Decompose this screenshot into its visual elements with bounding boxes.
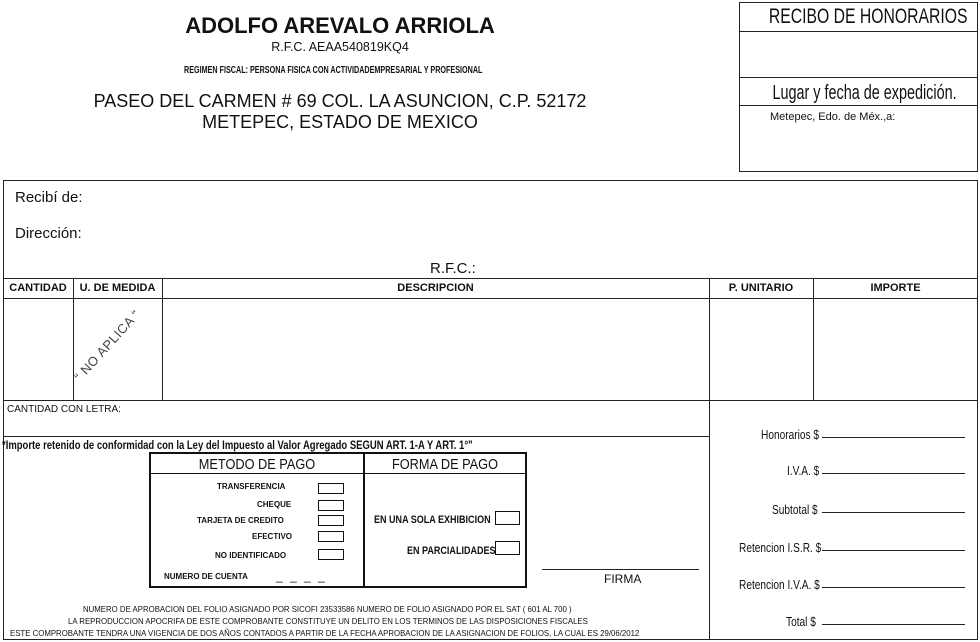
metodo-header: METODO DE PAGO (198, 456, 316, 473)
place-value: Metepec, Edo. de Méx.,a: (770, 111, 896, 123)
place-date-label: Lugar y fecha de expedición. (772, 82, 957, 104)
no-aplica-watermark: “ NO APLICA “ (71, 306, 143, 385)
footer-line-2: LA REPRODUCCION APOCRIFA DE ESTE COMPROBANTE CONSTITUYE UN DELITO EN LOS TERMINOS DE LAS DISPOSICIONES FISCALES (68, 616, 588, 626)
cantidad-letra-label: CANTIDAD CON LETRA: (7, 404, 121, 415)
firma-label: FIRMA (604, 572, 642, 586)
footer-line-1: NUMERO DE APROBACION DEL FOLIO ASIGNADO POR SICOFI 23533586 NUMERO DE FOLIO ASIGNADO POR EL SAT ( 601 AL 700 ) (83, 604, 572, 614)
checkbox-transferencia[interactable] (318, 483, 344, 494)
total-iva-line[interactable] (822, 473, 965, 474)
total-ret-isr-label: Retencion I.S.R. $ (739, 540, 822, 555)
option-tarjeta: TARJETA DE CREDITO (197, 516, 284, 525)
option-cheque: CHEQUE (257, 500, 292, 509)
firma-line (542, 569, 699, 570)
header-cantidad: CANTIDAD (9, 282, 67, 294)
option-no-identificado: NO IDENTIFICADO (215, 551, 287, 560)
option-sola-exhibicion: EN UNA SOLA EXHIBICION (374, 514, 491, 526)
total-ret-iva-line[interactable] (822, 587, 965, 588)
issuer-rfc: R.F.C. AEAA540819KQ4 (271, 40, 409, 54)
total-subtotal-line[interactable] (822, 512, 965, 513)
numero-cuenta-label: NUMERO DE CUENTA (164, 572, 248, 581)
retention-note: *Importe retenido de conformidad con la Ley del Impuesto al Valor Agregado SEGUN ART. 1-A Y ART. 1°" (2, 438, 473, 452)
address-line-1: PASEO DEL CARMEN # 69 COL. LA ASUNCION, C.P. 52172 (93, 91, 587, 111)
header-importe: IMPORTE (870, 282, 921, 294)
issuer-name: ADOLFO AREVALO ARRIOLA (185, 13, 495, 38)
total-iva-label: I.V.A. $ (787, 463, 820, 478)
checkbox-no-identificado[interactable] (318, 549, 344, 560)
numero-cuenta-blanks[interactable]: _ _ _ _ (276, 569, 327, 583)
checkbox-parcialidades[interactable] (495, 541, 520, 555)
total-honorarios-label: Honorarios $ (761, 427, 820, 442)
total-ret-iva-label: Retencion I.V.A. $ (739, 577, 820, 592)
client-rfc-label: R.F.C.: (430, 260, 476, 277)
header-unidad: U. DE MEDIDA (79, 282, 156, 294)
checkbox-tarjeta[interactable] (318, 515, 344, 526)
total-subtotal-label: Subtotal $ (772, 502, 818, 517)
total-honorarios-line[interactable] (822, 437, 965, 438)
forma-header: FORMA DE PAGO (391, 456, 499, 473)
address-line-2: METEPEC, ESTADO DE MEXICO (202, 112, 478, 132)
total-total-line[interactable] (822, 624, 965, 625)
total-ret-isr-line[interactable] (822, 550, 965, 551)
total-total-label: Total $ (786, 614, 816, 629)
header-descripcion: DESCRIPCION (397, 282, 474, 294)
option-transferencia: TRANSFERENCIA (217, 482, 286, 491)
checkbox-sola-exhibicion[interactable] (495, 511, 520, 525)
direccion-label: Dirección: (15, 225, 82, 242)
option-parcialidades: EN PARCIALIDADES (407, 545, 496, 557)
recibi-label: Recibí de: (15, 189, 83, 206)
checkbox-efectivo[interactable] (318, 531, 344, 542)
footer-line-3: ESTE COMPROBANTE TENDRA UNA VIGENCIA DE DOS AÑOS CONTADOS A PARTIR DE LA FECHA APROBACION DE LA ASIGNACION DE FOLIOS, LA CUAL ES 29/06/2012 (10, 628, 640, 638)
receipt-title: RECIBO DE HONORARIOS (768, 5, 968, 28)
regimen-fiscal: REGIMEN FISCAL: PERSONA FISICA CON ACTIVIDADEMPRESARIAL Y PROFESIONAL (184, 65, 483, 76)
option-efectivo: EFECTIVO (252, 532, 293, 541)
header-p-unitario: P. UNITARIO (728, 282, 794, 294)
checkbox-cheque[interactable] (318, 500, 344, 511)
